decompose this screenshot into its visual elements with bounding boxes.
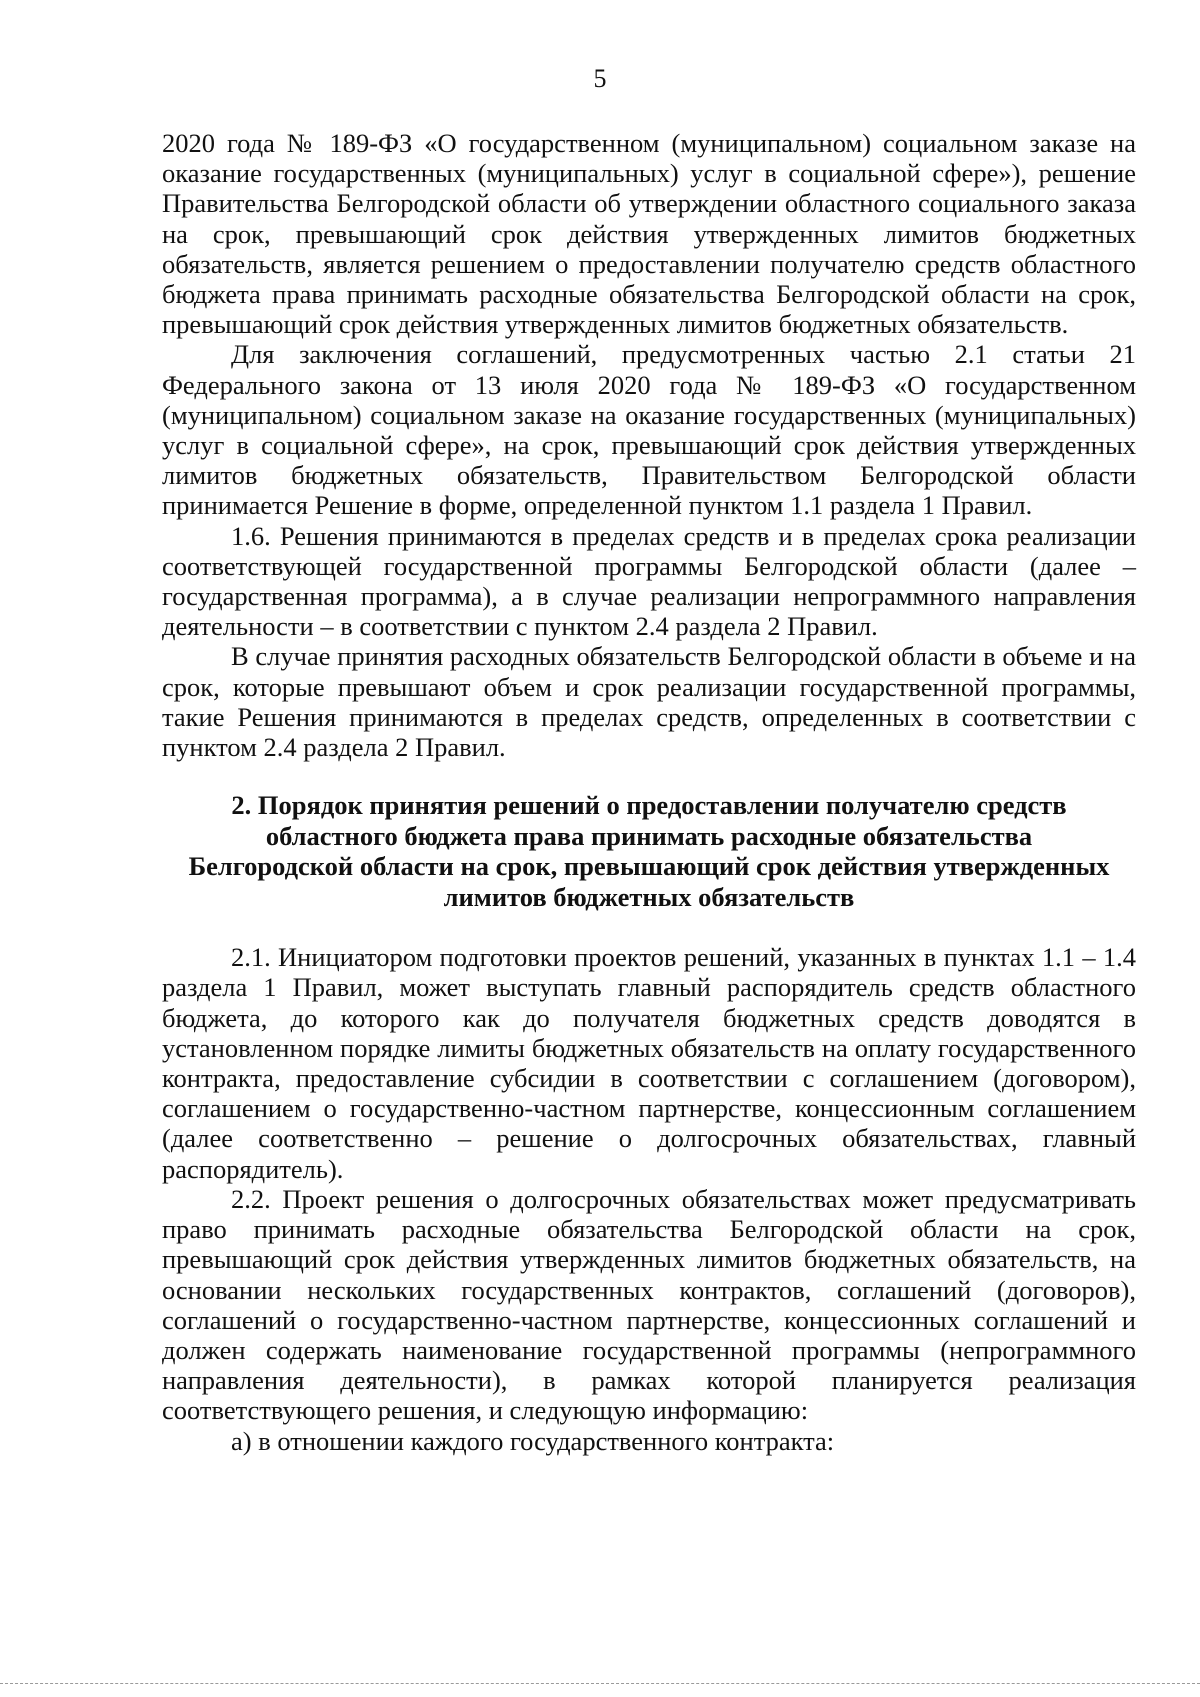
section-heading: 2. Порядок принятия решений о предоставлении получателю средств областного бюджета права принимать расходные обязательства Белгородской области на срок, превышающий срок действия утвержденных лимитов бюджетных обязательств [188,790,1110,912]
paragraph-continuation: 2020 года № 189-ФЗ «О государственном (муниципальном) социальном заказе на оказание государственных (муниципальных) услуг в социальной сфере»), решение Правительства Белгородской области об утверждении областного социального заказа на срок, превышающий срок действия утвержденных лимитов бюджетных обязательств, является решением о предоставлении получателю средств областного бюджета права принимать расходные обязательства Белгородской области на срок, превышающий срок действия утвержденных лимитов бюджетных обязательств. [162,128,1136,340]
paragraph: Для заключения соглашений, предусмотренных частью 2.1 статьи 21 Федерального закона от 13 июля 2020 года № 189-ФЗ «О государственном (муниципальном) социальном заказе на оказание государственных (муниципальных) услуг в социальной сфере», на срок, превышающий срок действия утвержденных лимитов бюджетных обязательств, Правительством Белгородской области принимается Решение в форме, определенной пунктом 1.1 раздела 1 Правил. [162,339,1136,521]
paragraph: 2.1. Инициатором подготовки проектов решений, указанных в пунктах 1.1 – 1.4 раздела 1 Правил, может выступать главный распорядитель средств областного бюджета, до которого как до получателя бюджетных средств доводятся в установленном порядке лимиты бюджетных обязательств на оплату государственного контракта, предоставление субсидии в соответствии с соглашением (договором), соглашением о государственно-частном партнерстве, концессионным соглашением (далее соответственно – решение о долгосрочных обязательствах, главный распорядитель). [162,942,1136,1184]
paragraph: 2.2. Проект решения о долгосрочных обязательствах может предусматривать право принимать расходные обязательства Белгородской области на срок, превышающий срок действия утвержденных лимитов бюджетных обязательств, на основании нескольких государственных контрактов, соглашений (договоров), соглашений о государственно-частном партнерстве, концессионных соглашений и должен содержать наименование государственной программы (непрограммного направления деятельности), в рамках которой планируется реализация соответствующего решения, и следующую информацию: [162,1183,1136,1426]
page-number: 5 [593,64,607,93]
document-body [162,128,1136,1456]
paragraph: а) в отношении каждого государственного контракта: [231,1425,835,1456]
paragraph: В случае принятия расходных обязательств Белгородской области в объеме и на срок, которые превышают объем и срок реализации государственной программы, такие Решения принимаются в пределах средств, определенных в соответствии с пунктом 2.4 раздела 2 Правил. [162,641,1136,763]
page-bottom-rule [0,1683,1200,1684]
paragraph: 1.6. Решения принимаются в пределах средств и в пределах срока реализации соответствующей государственной программы Белгородской области (далее – государственная программа), а в случае реализации непрограммного направления деятельности – в соответствии с пунктом 2.4 раздела 2 Правил. [162,520,1136,642]
